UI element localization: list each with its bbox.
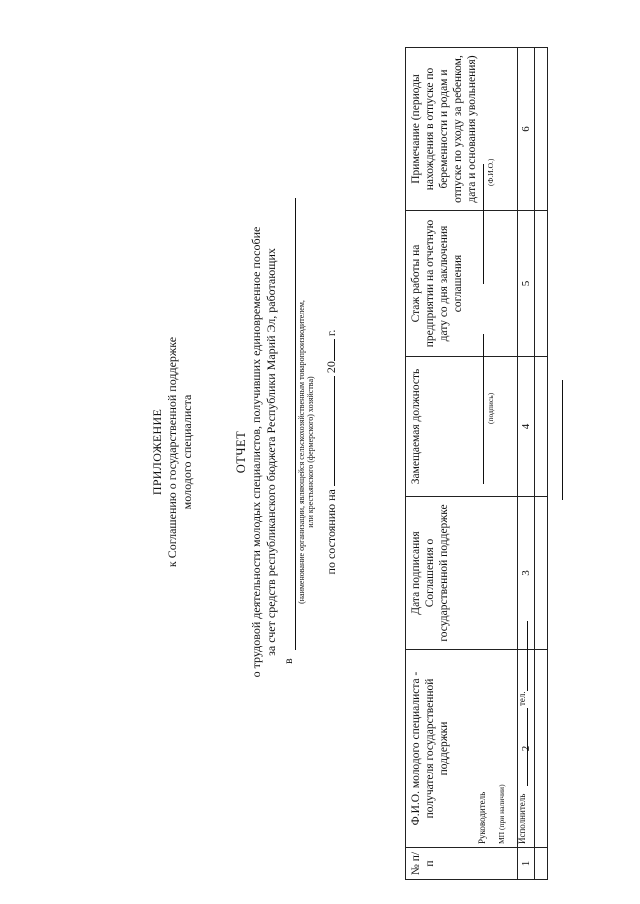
head-label: Руководитель	[477, 791, 487, 844]
header-number: № п/п	[406, 848, 518, 880]
table-number-row	[518, 48, 535, 880]
column-number-6: 6	[518, 48, 535, 211]
name-hint: (Ф.И.О.)	[486, 158, 495, 186]
header-full-name: Ф.И.О. молодого специалиста - получателя государственной поддержки	[406, 650, 518, 848]
empty-cell[interactable]	[535, 497, 548, 650]
phone-label: тел.	[517, 691, 527, 706]
report-date-line	[323, 0, 339, 904]
header-work-experience: Стаж работы на предприятии на отчетную дату со дня заключения соглашения	[406, 211, 518, 357]
column-number-3: 3	[518, 497, 535, 650]
table-empty-row	[535, 48, 548, 880]
header-position: Замещаемая должность	[406, 357, 518, 497]
column-number-2: 2	[518, 650, 535, 848]
empty-cell[interactable]	[535, 211, 548, 357]
column-number-1: 1	[518, 848, 535, 880]
appendix-subtitle-line-1: к Соглашению о государственной поддержке	[165, 336, 179, 568]
executor-name-blank[interactable]	[527, 708, 528, 786]
organization-prefix: в	[281, 658, 295, 664]
signature-hint: (подпись)	[486, 392, 495, 424]
empty-cell[interactable]	[535, 650, 548, 848]
report-description-line-1: о трудовой деятельности молодых специалистов, получивших единовременное пособие	[249, 226, 263, 678]
divider-line	[562, 380, 563, 500]
year-suffix: г.	[324, 329, 338, 337]
appendix-title: ПРИЛОЖЕНИЕ	[150, 408, 164, 496]
empty-cell[interactable]	[535, 48, 548, 211]
report-title: ОТЧЕТ	[234, 430, 248, 474]
organization-hint-line-1: (наименование организации, являющейся сельскохозяйственным товаропроизводителем,	[297, 300, 306, 604]
column-number-4: 4	[518, 357, 535, 497]
header-notes: Примечание (периоды нахождения в отпуске по беременности и родам и отпуске по уходу за ребенком, дата и основания увольнения)	[406, 48, 518, 211]
year-prefix: 20	[324, 361, 338, 374]
head-name-blank[interactable]	[483, 164, 484, 284]
phone-blank[interactable]	[527, 621, 528, 691]
head-signature-blank[interactable]	[483, 334, 484, 484]
report-date-blank[interactable]	[323, 376, 335, 486]
column-number-5: 5	[518, 211, 535, 357]
appendix-subtitle-line-2: молодого специалиста	[180, 394, 194, 510]
report-year-blank[interactable]	[323, 339, 335, 361]
empty-cell[interactable]	[535, 357, 548, 497]
organization-name-blank[interactable]	[295, 198, 296, 650]
as-of-label: по состоянию на	[324, 489, 338, 575]
table-header-row	[406, 48, 518, 880]
organization-hint-line-2: или крестьянского (фермерского) хозяйства)	[306, 376, 315, 528]
report-description-line-2: за счет средств республиканского бюджета Республики Марий Эл, работающих	[264, 248, 278, 656]
header-agreement-date: Дата подписания Соглашения о государственной поддержке	[406, 497, 518, 650]
executor-label: Исполнитель	[517, 793, 527, 844]
stamp-label: МП (при наличии)	[497, 784, 506, 844]
empty-cell[interactable]	[535, 848, 548, 880]
